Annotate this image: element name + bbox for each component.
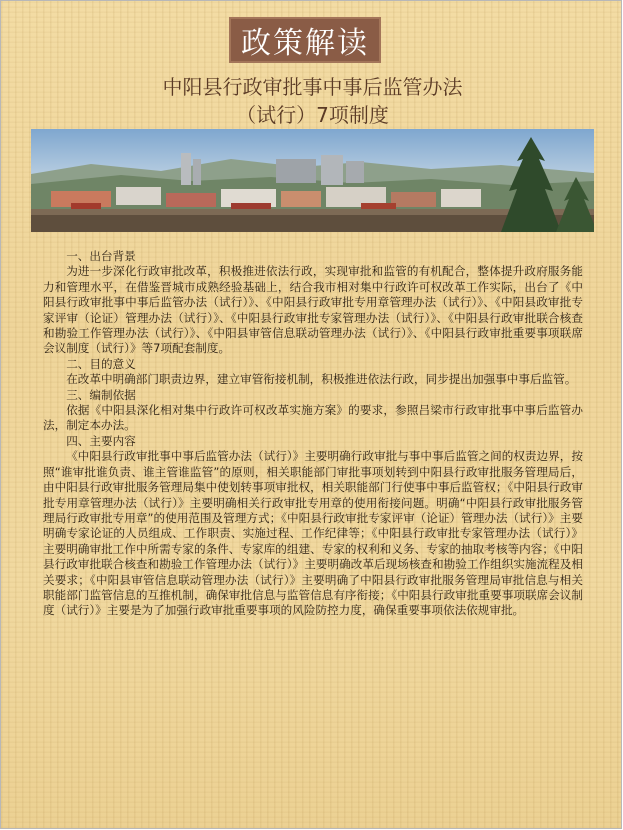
- section-paragraph: 《中阳县行政审批事中事后监管办法（试行）》主要明确行政审批与事中事后监管之间的权责边界，按照“谁审批谁负责、谁主管谁监管”的原则，相关职能部门审批事项划转到中阳县行政审批服务管理局后，由中阳县行政审批服务管理局集中使划转事项审批权，相关职能部门行使事中事后监管权；《中阳县行政审批专用章管理办法（试行）》主要明确相关行政审批专用章的使用衔接问题。明确“中阳县行政审批服务管理局行政审批专用章”的使用范围及管理方式；《中阳县行政审批专家评审（论证）管理办法（试行）》主要明确专家论证的人员组成、工作职责、实施过程、工作纪律等；《中阳县行政审批专家管理办法（试行）》主要明确审批工作中所需专家的条件、专家库的组建、专家的权利和义务、专家的抽取考核等内容；《中阳县行政审批联合核查和勘验工作管理办法（试行）》主要明确改革后现场核查和勘验工作组织实施流程及相关要求；《中阳县审管信息联动管理办法（试行）》主要明确了中阳县行政审批服务管理局审批信息与相关职能部门监管信息的互推机制，确保审批信息与监管信息有序衔接；《中阳县行政审批重要事项联席会议制度（试行）》主要是为了加强行政审批重要事项的风险防控力度，确保重要事项依法依规审批。: [43, 449, 583, 618]
- section-heading: 三、编制依据: [66, 387, 136, 402]
- section-paragraph: 在改革中明确部门职责边界，建立审管衔接机制，积极推进依法行政，同步提出加强事中事后监管。: [66, 372, 577, 387]
- title-line-1: 中阳县行政审批事中事后监管办法: [162, 75, 463, 99]
- section-heading: 二、目的意义: [66, 356, 136, 371]
- section-heading: 四、主要内容: [66, 433, 136, 448]
- page-title: [41, 73, 584, 129]
- section-heading: 一、出台背景: [66, 249, 136, 263]
- town-landscape-photo: [31, 129, 594, 232]
- section-paragraph: 依据《中阳县深化相对集中行政许可权改革实施方案》的要求，参照吕梁市行政审批事中事后监管办法，制定本办法。: [43, 403, 583, 433]
- title-line-2: （试行）7项制度: [236, 103, 389, 127]
- banner-label: 政策解读: [229, 17, 381, 63]
- article-body: [43, 249, 583, 619]
- section-paragraph: 为进一步深化行政审批改革，积极推进依法行政，实现审批和监管的有机配合，整体提升政府服务能力和管理水平，在借鉴晋城市成熟经验基础上，结合我市相对集中行政许可权改革工作实际，出台了《中阳县行政审批事中事后监管办法（试行）》、《中阳县行政审批专用章管理办法（试行）》、《中阳县政审批专家评审（论证）管理办法（试行）》、《中阳县行政审批专家管理办法（试行）》、《中阳县行政审批联合核查和勘验工作管理办法（试行）》、《中阳县审管信息联动管理办法（试行）》、《中阳县行政审批重要事项联席会议制度（试行）》等7项配套制度。: [43, 264, 583, 356]
